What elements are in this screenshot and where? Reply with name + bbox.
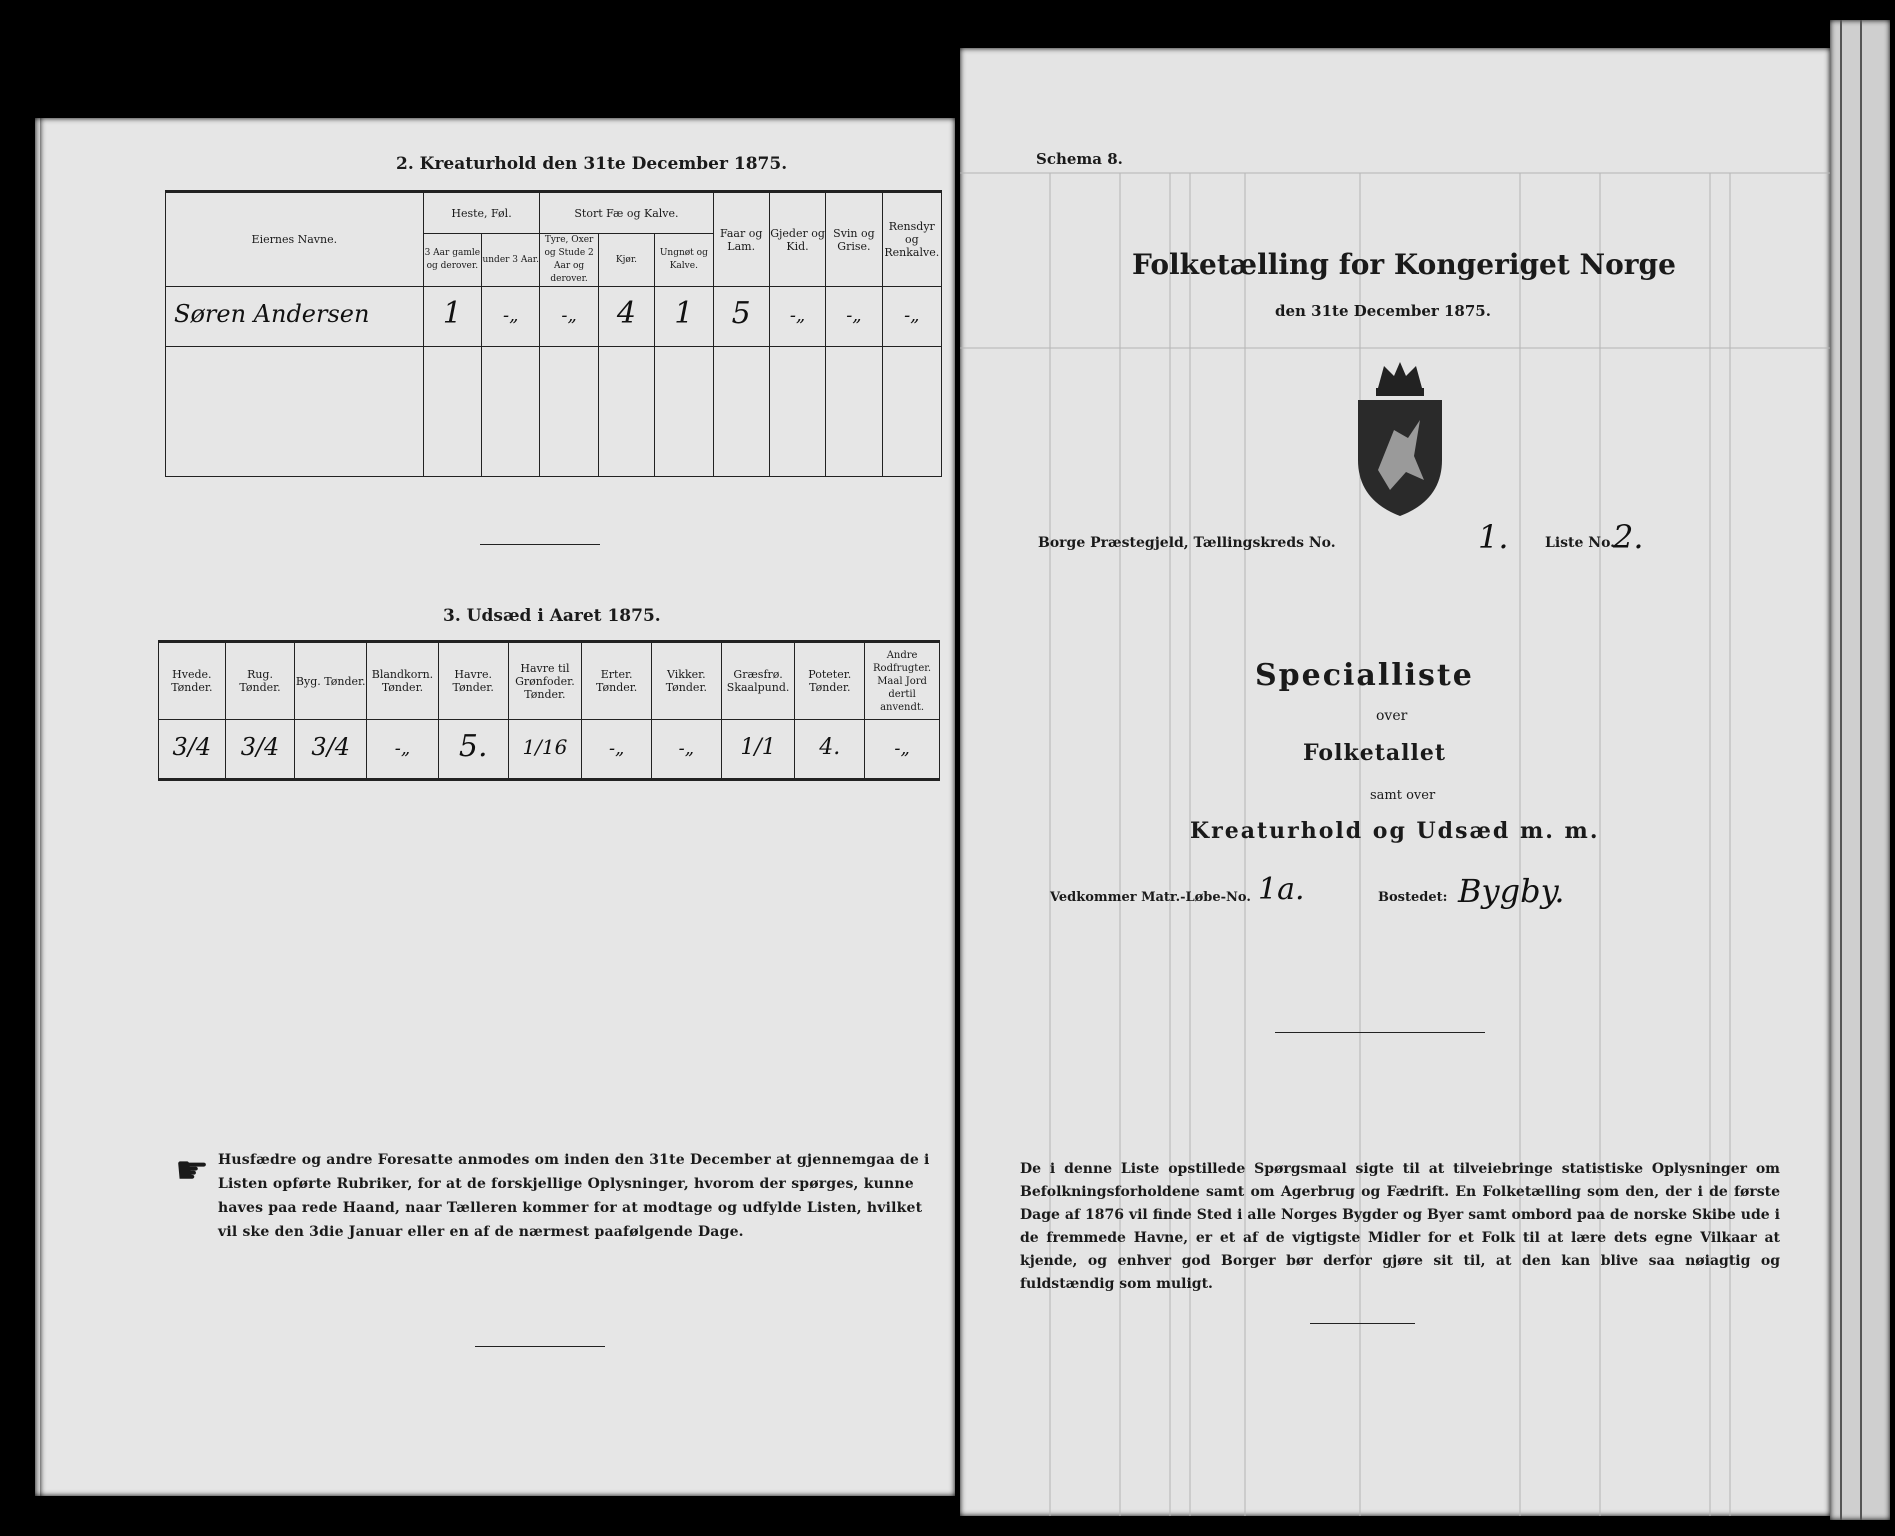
cell: -„ [904,305,920,326]
liste-label: Liste No. [1545,535,1616,551]
owner-name: Søren Andersen [174,300,370,328]
divider [475,1346,605,1347]
pointing-hand-icon: ☛ [175,1148,210,1192]
specialliste-heading: Specialliste [1255,658,1474,693]
folketallet-heading: Folketallet [1303,740,1446,766]
header-stort-c: Ungnøt og Kalve. [655,234,713,287]
cell: 4. [819,735,841,760]
header-vikker: Vikker. Tønder. [652,642,722,720]
over-text: over [1376,708,1408,724]
title-date: den 31te December 1875. [1275,302,1491,320]
cell: 4 [616,296,636,331]
cell: 1 [674,296,694,331]
cell: -„ [561,305,577,326]
page-title: Folketælling for Kongeriget Norge [1132,248,1676,281]
header-gjeder: Gjeder og Kid. [769,192,825,287]
kreaturhold-heading: Kreaturhold og Udsæd m. m. [1190,818,1600,844]
header-erter: Erter. Tønder. [582,642,652,720]
header-owner: Eiernes Navne. [166,192,424,287]
header-heste-b: under 3 Aar. [482,234,540,287]
header-hvede: Hvede. Tønder. [159,642,226,720]
cell: 5 [731,296,751,331]
explanation-text: De i denne Liste opstillede Spørgsmaal sigte til at tilveiebringe statistiske Oplysninger om Befolkningsforholdene samt om Agerbrug og Fædrift. En Folketælling som den, der i de første Dage af 1876 vil finde Sted i alle Norges Bygder og Byer samt ombord paa de norske Skibe ude i de fremmede Havne, er et af de vigtigste Midler for et Folk til at lære dets egne Vilkaar at kjende, og enhver god Borger bør derfor gjøre sit til, at den kan blive saa nøiagtig og fuldstændig som muligt. [1020,1161,1780,1292]
header-graesfro: Græsfrø. Skaalpund. [721,642,795,720]
kreds-number: 1. [1478,518,1509,556]
cell: -„ [608,737,625,759]
header-stort: Stort Fæ og Kalve. [540,192,713,234]
coat-of-arms-icon [1348,360,1452,520]
bostedet-label: Bostedet: [1378,890,1448,905]
samt-over-text: samt over [1370,788,1436,803]
kreatur-title: 2. Kreaturhold den 31te December 1875. [396,154,788,174]
liste-number: 2. [1613,518,1644,556]
kreatur-table [165,190,942,477]
cell: -„ [503,305,519,326]
cell: 5. [458,728,488,764]
cell: 1/1 [740,735,776,760]
header-andre: Andre Rodfrugter. Maal Jord dertil anvendt. [865,642,940,720]
header-heste: Heste, Føl. [423,192,540,234]
header-heste-a: 3 Aar gamle og derover. [423,234,481,287]
header-byg: Byg. Tønder. [295,642,367,720]
table-row [159,720,940,780]
divider [1275,1032,1485,1033]
book-gutter [955,0,960,1536]
matr-label: Vedkommer Matr.-Løbe-No. [1050,890,1251,905]
cell: -„ [678,737,695,759]
cell: -„ [789,305,806,326]
header-rug: Rug. Tønder. [225,642,295,720]
udsaed-title: 3. Udsæd i Aaret 1875. [443,606,661,626]
table-row [166,287,942,347]
header-poteter: Poteter. Tønder. [795,642,865,720]
cell: -„ [894,737,910,759]
cell: -„ [394,737,411,759]
divider [480,544,600,545]
cell: -„ [846,305,862,326]
notice-text: Husfædre og andre Foresatte anmodes om inden den 31te December at gjennemgaa de i Listen opførte Rubriker, for at de forskjellige Oplysninger, hvorom der spørges, kunne haves paa rede Haand, naar Tælleren kommer for at modtage og udfylde Listen, hvilket vil ske den 3die Januar eller en af de nærmest paafølgende Dage. [218,1152,930,1240]
borge-label: Borge Præstegjeld, Tællingskreds No. [1038,535,1336,551]
cell: 3/4 [240,732,280,761]
matr-number: 1a. [1258,872,1305,907]
header-svin: Svin og Grise. [826,192,882,287]
header-stort-b: Kjør. [598,234,654,287]
bostedet-value: Bygby. [1458,872,1565,910]
cell: 1 [442,296,462,331]
cell: 3/4 [311,732,351,761]
header-havre: Havre. Tønder. [438,642,508,720]
page-stack-edge [1830,20,1890,1520]
schema-label: Schema 8. [1036,150,1123,168]
header-blandkorn: Blandkorn. Tønder. [367,642,439,720]
udsaed-table [158,640,940,781]
cell: 1/16 [522,735,568,759]
divider [1310,1323,1415,1324]
header-rensdyr: Rensdyr og Renkalve. [882,192,941,287]
cell: 3/4 [172,732,212,761]
header-faar: Faar og Lam. [713,192,769,287]
header-havre-gronfoder: Havre til Grønfoder. Tønder. [508,642,582,720]
header-stort-a: Tyre, Oxer og Stude 2 Aar og derover. [540,234,598,287]
